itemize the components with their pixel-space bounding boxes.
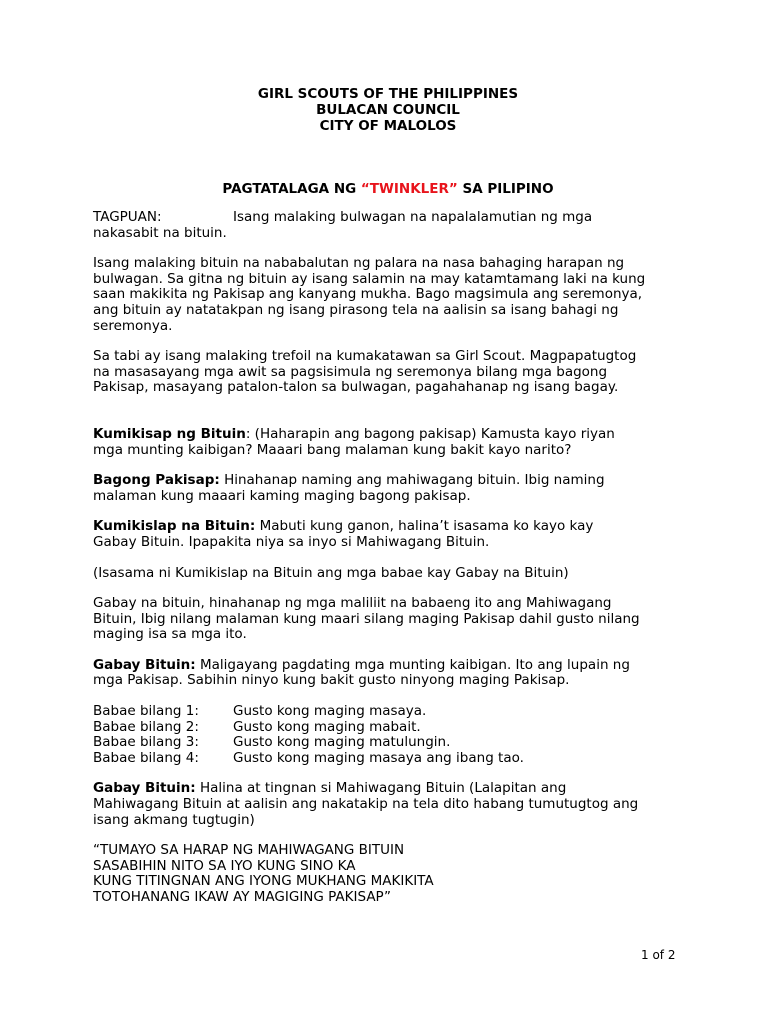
paragraph-1 <box>93 256 683 334</box>
girls-list <box>93 704 683 766</box>
paragraph-3 <box>93 596 683 643</box>
org-header <box>93 86 683 134</box>
paragraph-3-line: Bituin, Ibig nilang malaman kung maari silang maging Pakisap dahil gusto nilang <box>93 610 640 627</box>
tagpuan-label: TAGPUAN: <box>93 209 162 225</box>
verse-line: SASABIHIN NITO SA IYO KUNG SINO KA <box>93 857 356 874</box>
dialogue-text: malaman kung maaari kaming maging bagong pakisap. <box>93 487 471 504</box>
title-before: PAGTATALAGA NG <box>222 181 361 197</box>
tagpuan-text-2: nakasabit na bituin. <box>93 224 227 241</box>
header-line-2: BULACAN COUNCIL <box>316 102 460 118</box>
speaker-name: Gabay Bituin: <box>93 780 196 797</box>
girl-row <box>93 704 683 720</box>
page-number: 1 of 2 <box>641 948 676 962</box>
paragraph-2-line: Pakisap, masayang patalon-talon sa bulwagan, pagahahanap ng isang bagay. <box>93 379 619 396</box>
dialogue-text: mga munting kaibigan? Maaari bang malaman kung bakit kayo narito? <box>93 441 572 458</box>
dialogue-4 <box>93 658 683 689</box>
title-after: SA PILIPINO <box>457 181 554 197</box>
dialogue-text: Hinahanap naming ang mahiwagang bituin. Ibig naming <box>219 472 605 489</box>
girl-label: Babae bilang 3: <box>93 734 199 751</box>
dialogue-text: Halina at tingnan si Mahiwagang Bituin (Lalapitan ang <box>195 780 567 797</box>
dialogue-text: Mabuti kung ganon, halina’t isasama ko kayo kay <box>255 518 594 535</box>
dialogue-text: Maligayang pagdating mga munting kaibigan. Ito ang lupain ng <box>195 656 630 673</box>
paragraph-3-line: maging isa sa mga ito. <box>93 626 247 643</box>
document-page <box>93 86 683 906</box>
tagpuan-text-1: Isang malaking bulwagan na napalalamutian ng mga <box>233 209 593 225</box>
verse <box>93 843 683 905</box>
dialogue-text: : (Haharapin ang bagong pakisap) Kamusta kayo riyan <box>245 425 615 442</box>
title-highlight: “TWINKLER” <box>360 181 458 197</box>
dialogue-text: Mahiwagang Bituin at aalisin ang nakatakip na tela dito habang tumutugtog ang <box>93 796 639 813</box>
tagpuan-section <box>93 210 683 241</box>
girl-row <box>93 720 683 736</box>
speaker-name: Kumikislap na Bituin: <box>93 518 256 535</box>
dialogue-text: mga Pakisap. Sabihin ninyo kung bakit gusto ninyong maging Pakisap. <box>93 672 570 689</box>
verse-line: “TUMAYO SA HARAP NG MAHIWAGANG BITUIN <box>93 842 405 859</box>
girl-text: Gusto kong maging matulungin. <box>233 734 451 751</box>
girl-text: Gusto kong maging mabait. <box>233 718 421 735</box>
girl-label: Babae bilang 2: <box>93 718 199 735</box>
header-line-3: CITY OF MALOLOS <box>319 118 457 134</box>
girl-text: Gusto kong maging masaya. <box>233 703 427 720</box>
document-title <box>93 181 683 197</box>
speaker-name: Kumikisap ng Bituin <box>93 425 246 442</box>
verse-line: KUNG TITINGNAN ANG IYONG MUKHANG MAKIKITA <box>93 873 434 890</box>
paragraph-3-line: Gabay na bituin, hinahanap ng mga maliliit na babaeng ito ang Mahiwagang <box>93 595 612 612</box>
stage-direction <box>93 566 683 582</box>
girl-label: Babae bilang 1: <box>93 703 199 720</box>
dialogue-text: Gabay Bituin. Ipapakita niya sa inyo si Mahiwagang Bituin. <box>93 533 490 550</box>
paragraph-2-line: na masasayang mga awit sa pagsisimula ng seremonya bilang mga bagong <box>93 363 608 380</box>
header-line-1: GIRL SCOUTS OF THE PHILIPPINES <box>257 86 519 102</box>
speaker-name: Gabay Bituin: <box>93 656 196 673</box>
paragraph-1-line: saan makikita ng Pakisap ang kanyang mukha. Bago magsimula ang seremonya, <box>93 286 643 303</box>
dialogue-5 <box>93 781 683 828</box>
paragraph-1-line: bulwagan. Sa gitna ng bituin ay isang salamin na may katamtamang laki na kung <box>93 270 646 287</box>
paragraph-1-line: ang bituin ay natatakpan ng isang pirasong tela na aalisin sa isang bahagi ng <box>93 301 619 318</box>
dialogue-2 <box>93 473 683 504</box>
girl-row <box>93 735 683 751</box>
stage-direction-text: (Isasama ni Kumikislap na Bituin ang mga babae kay Gabay na Bituin) <box>93 564 569 581</box>
dialogue-1 <box>93 427 683 458</box>
girl-text: Gusto kong maging masaya ang ibang tao. <box>233 749 524 766</box>
verse-line: TOTOHANANG IKAW AY MAGIGING PAKISAP” <box>93 889 391 905</box>
paragraph-2-line: Sa tabi ay isang malaking trefoil na kumakatawan sa Girl Scout. Magpapatugtog <box>93 348 637 365</box>
paragraph-1-line: Isang malaking bituin na nababalutan ng palara na nasa bahaging harapan ng <box>93 255 625 272</box>
speaker-name: Bagong Pakisap: <box>93 472 220 489</box>
girl-row <box>93 751 683 767</box>
dialogue-text: isang akmang tugtugin) <box>93 811 255 828</box>
dialogue-3 <box>93 519 683 550</box>
paragraph-2 <box>93 349 683 396</box>
girl-label: Babae bilang 4: <box>93 749 199 766</box>
paragraph-1-line: seremonya. <box>93 317 173 334</box>
